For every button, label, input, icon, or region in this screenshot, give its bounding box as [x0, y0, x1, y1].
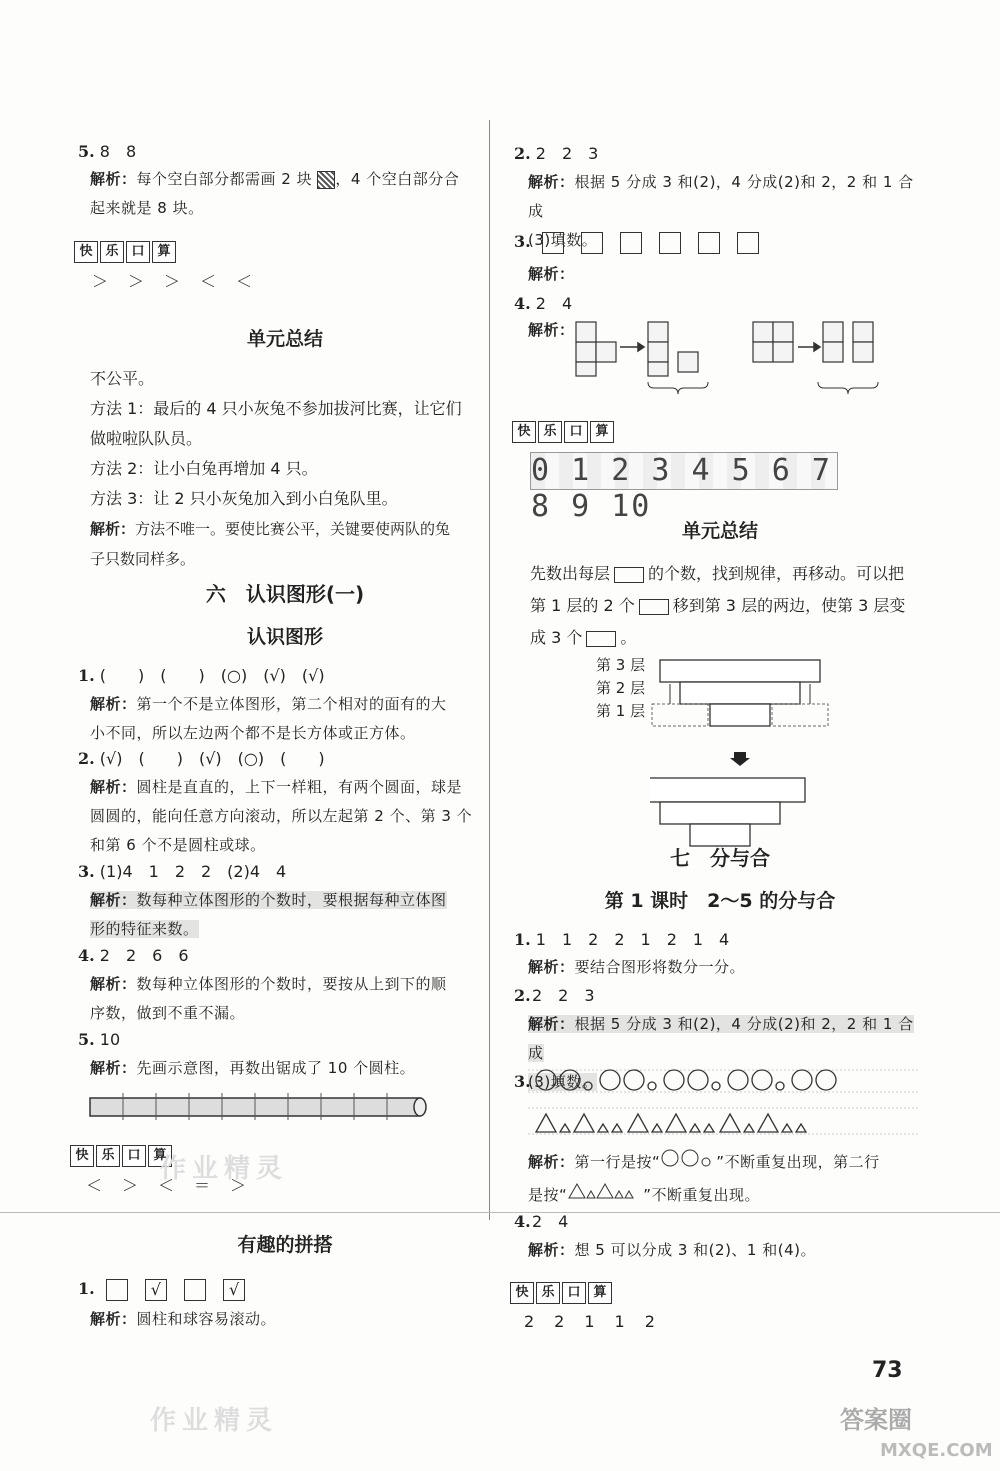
triangle-pattern-icon — [567, 1179, 643, 1211]
right-q3b-analysis: 解析：第一行是按“ ”不断重复出现，第二行 是按“ ”不断重复出现。 — [528, 1146, 928, 1211]
hatched-block-icon — [317, 171, 335, 189]
summary-line: 方法 2：让小白兔再增加 4 只。 — [90, 459, 318, 478]
q-number: 4. — [514, 1212, 531, 1231]
kuaile-answer: 2 2 1 1 2 — [524, 1312, 657, 1331]
lesson-title: 第 1 课时 2～5 的分与合 — [604, 890, 836, 912]
right-q3-analysis: 解析： — [528, 265, 575, 283]
left-q5 — [78, 1026, 120, 1054]
right-q1 — [514, 926, 729, 954]
q-number: 4. — [514, 294, 531, 313]
answer-box — [542, 232, 564, 254]
answer: 1 1 2 2 1 2 1 4 — [535, 930, 730, 949]
right-q2b-answer: 2 2 3 — [532, 986, 595, 1005]
analysis-text: 方法不唯一。要使比赛公平，关键要使两队的兔 — [135, 520, 451, 538]
unit-summary-title: 单元总结 — [681, 520, 758, 542]
analysis-text: 子只数同样多。 — [90, 550, 196, 568]
cylinder-log-illustration — [88, 1090, 433, 1124]
corner-url: MXQE.COM — [880, 1440, 993, 1461]
q-number: 1. — [78, 1279, 95, 1298]
analysis-text: 每个空白部分都需画 2 块 — [136, 170, 313, 188]
summary-line: 做啦啦队队员。 — [90, 429, 203, 448]
q-number: 5. — [78, 142, 95, 161]
fun-q1-analysis: 解析：圆柱和球容易滚动。 — [90, 1310, 277, 1328]
q-number: 2. — [514, 986, 531, 1005]
answer: 2 2 6 6 — [99, 946, 189, 965]
right-q1-analysis: 解析：要结合图形将数分一分。 — [528, 958, 746, 976]
answer: 10 — [99, 1030, 121, 1049]
page-fold-line — [0, 1212, 1000, 1213]
cuboid-icon — [614, 567, 644, 583]
right-q2b — [514, 982, 531, 1010]
q-number: 3. — [78, 862, 95, 881]
answer: 8 8 — [99, 142, 137, 161]
right-q4-analysis-label: 解析： — [528, 321, 575, 339]
q-number: 5. — [78, 1030, 95, 1049]
kuaile-kousuan-label: 快 乐 口 算 — [70, 1145, 172, 1167]
left-q1 — [78, 662, 325, 690]
answer: (√) ( ) (√) (○) ( ) — [99, 749, 325, 768]
summary-line: 不公平。 — [90, 369, 155, 388]
unit-summary-title: 单元总结 — [246, 328, 323, 350]
right-q2b-analysis: 解析：根据 5 分成 3 和(2)，4 分成(2)和 2，2 和 1 合成 (3)填数。 — [528, 1015, 914, 1091]
right-q3 — [514, 228, 765, 256]
q-number: 1. — [78, 666, 95, 685]
right-q2-analysis: 解析：根据 5 分成 3 和(2)，4 分成(2)和 2，2 和 1 合成 (3)填数。 — [528, 173, 914, 249]
shape-pattern-illustration — [528, 1064, 918, 1144]
kuaile-kousuan-label: 快 乐 口 算 — [510, 1282, 612, 1304]
q-number: 1. — [514, 930, 531, 949]
analysis-label: 解析： — [90, 520, 136, 538]
right-q4 — [514, 290, 572, 318]
chapter-title: 六 认识图形(一) — [205, 582, 365, 606]
q-number: 3. — [514, 232, 531, 251]
layer-labels: 第 3 层 第 2 层 第 1 层 — [596, 656, 646, 720]
answer-box — [620, 232, 642, 254]
left-q5-analysis: 解析：先画示意图，再数出锯成了 10 个圆柱。 — [90, 1059, 416, 1077]
q-number: 4. — [78, 946, 95, 965]
q-number: 2. — [514, 144, 531, 163]
left-q1-analysis: 解析：第一个不是立体图形，第二个相对的面有的大 小不同，所以左边两个都不是长方体或正方体。 — [90, 695, 447, 742]
left-q4-analysis: 解析：数每种立体图形的个数时，要按从上到下的顺 序数，做到不重不漏。 — [90, 975, 447, 1022]
lesson-title: 认识图形 — [246, 626, 323, 648]
cuboid-icon — [586, 631, 616, 647]
corner-watermark: 答案圈 — [840, 1406, 912, 1434]
left-q5-top-analysis — [90, 165, 480, 223]
left-q4 — [78, 942, 189, 970]
right-q2 — [514, 140, 598, 168]
left-q3-analysis: 解析：数每种立体图形的个数时，要根据每种立体图 形的特征来数。 — [90, 891, 447, 938]
page-number: 73 — [872, 1358, 903, 1383]
answer-box — [581, 232, 603, 254]
q-number: 2. — [78, 749, 95, 768]
fun-lesson-title: 有趣的拼搭 — [237, 1234, 333, 1256]
answer-box — [737, 232, 759, 254]
answer: (1)4 1 2 2 (2)4 4 — [99, 862, 287, 881]
summary-body: 先数出每层 的个数，找到规律，再移动。可以把 第 1 层的 2 个 移到第 3 层的两边，使第 3 层变 成 3 个 。 — [530, 564, 906, 647]
analysis-text: ，4 个空白部分合 — [335, 170, 460, 188]
kuaile-kousuan-label: 快 乐 口 算 — [512, 421, 614, 443]
brick-layers-illustration — [650, 654, 830, 854]
answer-box: √ — [223, 1279, 245, 1301]
kuaile-answer: ＞ ＞ ＞ ＜ ＜ — [92, 272, 255, 291]
answer: 2 2 3 — [535, 144, 599, 163]
right-q4b-analysis: 解析：想 5 可以分成 3 和(2)、1 和(4)。 — [528, 1241, 816, 1259]
analysis-label: 解析： — [90, 170, 137, 188]
analysis-text: 起来就是 8 块。 — [90, 199, 204, 217]
kuaile-kousuan-label: 快 乐 口 算 — [74, 241, 176, 263]
right-q4b-answer: 2 4 — [532, 1212, 569, 1231]
right-q3b-number: 3. — [514, 1072, 531, 1091]
answer-box — [184, 1279, 206, 1301]
summary-line: 方法 3：让 2 只小灰兔加入到小白兔队里。 — [90, 489, 398, 508]
right-q4b — [514, 1208, 531, 1236]
digit-tracing-strip: 0 1 2 3 4 5 6 7 8 9 10 — [530, 452, 838, 490]
watermark: 作业精灵 — [160, 1154, 289, 1184]
left-q3 — [78, 858, 286, 886]
column-divider — [489, 120, 490, 1220]
answer-box: √ — [145, 1279, 167, 1301]
summary-line: 方法 1：最后的 4 只小灰兔不参加拔河比赛，让它们 — [90, 399, 462, 418]
unit-summary-body — [90, 364, 485, 574]
kuaile-answer: ＜ ＞ ＜ ＝ ＞ — [86, 1176, 249, 1195]
answer-box — [698, 232, 720, 254]
left-q2-analysis: 解析：圆柱是直直的，上下一样粗，有两个圆面，球是 圆圆的，能向任意方向滚动，所以左起第 2 个、第 3 个 和第 6 个不是圆柱或球。 — [90, 778, 473, 854]
answer: 2 4 — [535, 294, 573, 313]
cube-stack-illustration — [568, 312, 908, 402]
circle-pattern-icon — [660, 1147, 716, 1179]
answer-box — [659, 232, 681, 254]
chapter-title: 七 分与合 — [670, 846, 770, 870]
watermark: 作业精灵 — [150, 1406, 279, 1436]
left-q5-top — [78, 138, 136, 166]
answer-box — [106, 1279, 128, 1301]
left-q2 — [78, 745, 325, 773]
answer: ( ) ( ) (○) (√) (√) — [99, 666, 325, 685]
fun-q1 — [78, 1275, 251, 1303]
cuboid-icon — [639, 599, 669, 615]
